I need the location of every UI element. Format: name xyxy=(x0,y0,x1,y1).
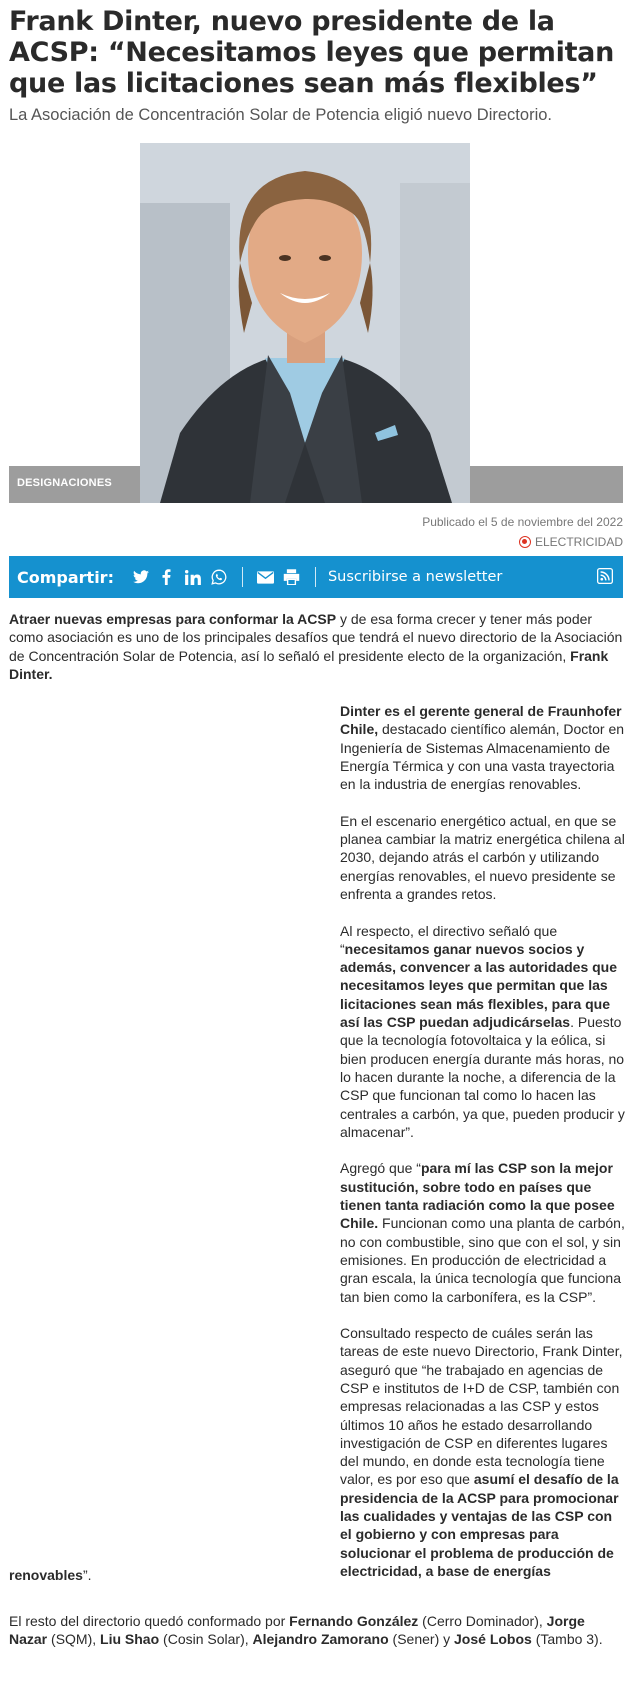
article-subtitle: La Asociación de Concentración Solar de Potencia eligió nuevo Directorio. xyxy=(9,106,552,124)
share-label: Compartir: xyxy=(17,567,114,587)
paragraph-1 xyxy=(340,702,625,793)
director-org: (SQM), xyxy=(47,1631,101,1648)
publish-date: Publicado el 5 de noviembre del 2022 xyxy=(422,515,623,529)
p3-bold: necesitamos ganar nuevos socios y además, convencer a las autoridades que necesitamos leyes que permitan que las licitaciones sean más flexibles, para que así las CSP puedan adjudicárselas xyxy=(340,940,618,1031)
p4-bold: para mí las CSP son la mejor sustitución, sobre todo en países que tienen tanta radiación como la que posee Chile. xyxy=(340,1160,615,1232)
category-dot-icon xyxy=(519,536,531,548)
share-divider xyxy=(242,567,243,587)
article-meta xyxy=(422,513,623,551)
lead-bold: Atraer nuevas empresas para conformar la ACSP xyxy=(9,611,337,627)
director-name: Liu Shao xyxy=(100,1631,160,1648)
paragraph-3 xyxy=(340,922,625,1142)
facebook-icon[interactable] xyxy=(158,568,176,586)
category-tag[interactable] xyxy=(519,533,623,551)
closing-text: El resto del directorio quedó conformado por xyxy=(9,1613,290,1629)
p3-text-a: Al respecto, el directivo señaló que “ xyxy=(340,922,558,957)
director-name: Alejandro Zamorano xyxy=(252,1631,389,1648)
rss-icon[interactable] xyxy=(597,568,615,586)
photo-category-label[interactable]: DESIGNACIONES xyxy=(17,477,112,489)
share-bar xyxy=(9,556,623,598)
director-name: Fernando González xyxy=(289,1613,419,1629)
category-label[interactable]: ELECTRICIDAD xyxy=(534,534,623,549)
lead-paragraph xyxy=(9,610,623,683)
director-org: (Sener) y xyxy=(388,1631,455,1648)
portrait-illustration xyxy=(140,143,470,503)
director-org: (Cosin Solar), xyxy=(159,1631,253,1648)
share-icons xyxy=(132,567,322,587)
article-column xyxy=(340,702,625,1599)
lead-text: y de esa forma crecer y tener más poder como asociación es uno de los principales desafíos que tendrá el nuevo directorio de la Asociación de Concentración Solar de Potencia, así lo señaló el presidente electo de la organización, xyxy=(9,611,623,664)
p1-text: destacado científico alemán, Doctor en Ingeniería de Sistemas Almacenamiento de Energía Térmica y con una vasta trayectoria en la industria de energías renovables. xyxy=(340,721,625,793)
director-org: (Tambo 3). xyxy=(531,1631,603,1648)
newsletter-link[interactable]: Suscribirse a newsletter xyxy=(327,569,503,585)
portrait-photo xyxy=(140,143,470,503)
paragraph-4 xyxy=(340,1159,625,1305)
twitter-icon[interactable] xyxy=(132,568,150,586)
email-icon[interactable] xyxy=(257,568,275,586)
paragraph-5-tail xyxy=(9,1566,92,1584)
p4-text-b: Funcionan como una planta de carbón, no con combustible, sino que con el sol, y sin emisiones. En producción de electricidad a gran escala, la única tecnología que funciona tan bien como la carbonífera, es la CSP”. xyxy=(340,1215,625,1305)
p4-text-a: Agregó que “ xyxy=(340,1160,421,1177)
p5-text-a: Consultado respecto de cuáles serán las tareas de este nuevo Directorio, Frank Dinter, aseguró que “he trabajado en agencias de CSP e institutos de I+D de CSP, también con empresas relacionadas a las CSP y estos últimos 10 años he estado desarrollando investigación de CSP en diferentes lugares del mundo, en donde esta tecnología tiene valor, es por eso que xyxy=(340,1325,623,1488)
lead-name: Frank Dinter. xyxy=(9,647,609,682)
whatsapp-icon[interactable] xyxy=(210,568,228,586)
p5-tail-text: ”. xyxy=(82,1567,92,1583)
director-org: (Cerro Dominador), xyxy=(418,1613,547,1629)
p5-tail-bold: renovables xyxy=(9,1567,83,1583)
linkedin-icon[interactable] xyxy=(184,568,202,586)
paragraph-2: En el escenario energético actual, en que se planea cambiar la matriz energética chilena al 2030, dejando atrás el carbón y utilizando energías renovables, el nuevo presidente se enfrenta a grandes retos. xyxy=(340,812,625,902)
closing-paragraph xyxy=(9,1612,623,1649)
print-icon[interactable] xyxy=(283,568,301,586)
share-divider xyxy=(315,567,316,587)
article-title: Frank Dinter, nuevo presidente de la ACSP: “Necesitamos leyes que permitan que las licitaciones sean más flexibles” xyxy=(9,6,615,99)
p1-bold: Dinter es el gerente general de Fraunhofer Chile, xyxy=(340,703,622,738)
director-name: Jorge Nazar xyxy=(9,1613,585,1648)
p3-text-b: . Puesto que la tecnología fotovoltaica y la eólica, si bien producen energía durante más horas, no lo hacen durante la noche, a diferencia de la CSP que funcionan tal como lo hacen las centrales a carbón, ya que, pueden producir y almacenar”. xyxy=(340,1014,625,1140)
paragraph-5 xyxy=(340,1324,625,1580)
director-name: José Lobos xyxy=(454,1631,532,1648)
p5-bold: asumí el desafío de la presidencia de la ACSP para promocionar las cualidades y ventajas de las CSP con el gobierno y con empresas para solucionar el problema de producción de electricidad, a base de energías xyxy=(340,1471,619,1579)
